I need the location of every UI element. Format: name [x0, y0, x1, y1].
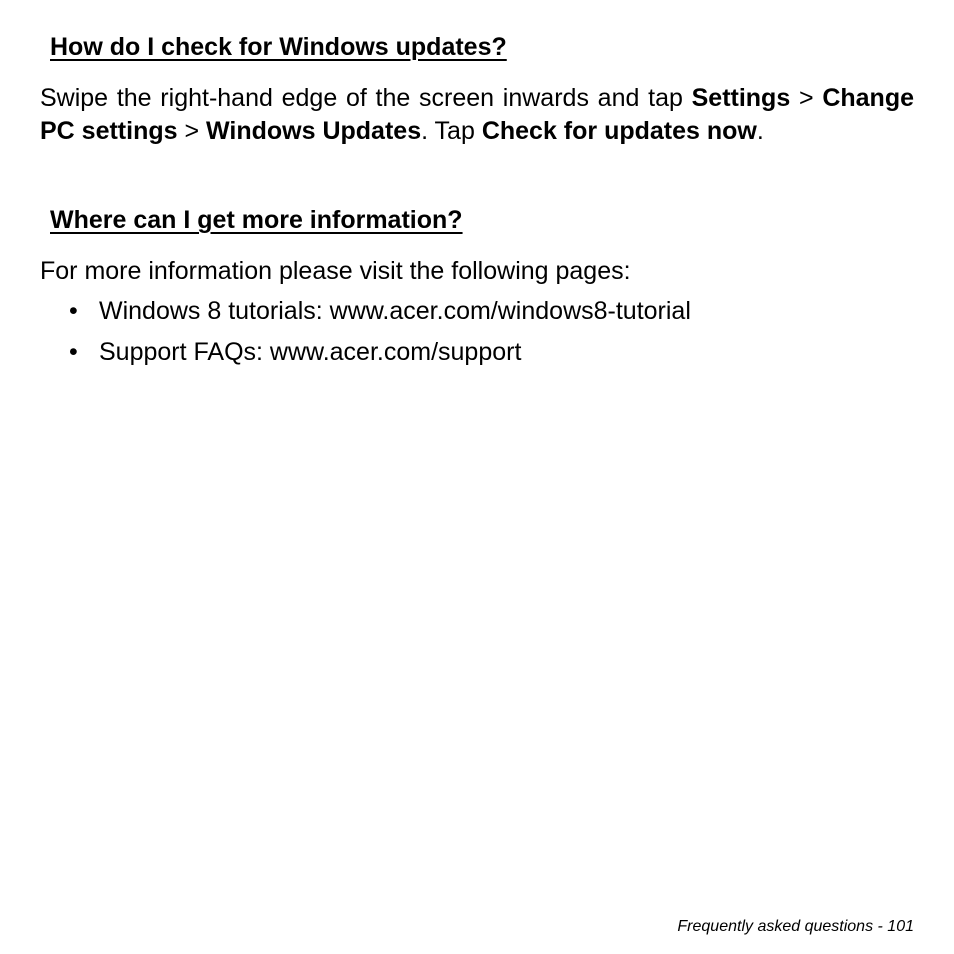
heading-windows-updates: How do I check for Windows updates? — [50, 33, 507, 61]
settings-term: Settings — [691, 84, 791, 112]
bullet-icon: • — [69, 297, 78, 325]
support-link-text: Support FAQs: www.acer.com/support — [99, 338, 522, 366]
separator: > — [177, 116, 207, 145]
separator: > — [790, 84, 823, 112]
page-number: 101 — [887, 918, 914, 935]
tutorials-link-text: Windows 8 tutorials: www.acer.com/windows8-tutorial — [99, 297, 691, 325]
change-pc-settings-term: Change PC settings — [40, 84, 914, 145]
footer-section-label: Frequently asked questions - — [677, 918, 888, 935]
instruction-text: . — [756, 116, 764, 145]
heading-more-information: Where can I get more information? — [50, 206, 463, 234]
check-for-updates-term: Check for updates now — [481, 116, 757, 145]
windows-updates-term: Windows Updates — [206, 116, 422, 145]
paragraph-update-instructions — [40, 82, 914, 147]
bullet-icon: • — [69, 338, 78, 366]
instruction-text: Swipe the right-hand edge of the screen inwards and tap — [40, 84, 692, 112]
page-footer — [677, 917, 914, 937]
paragraph-more-info-intro: For more information please visit the following pages: — [40, 257, 631, 285]
instruction-text: . Tap — [421, 116, 482, 145]
